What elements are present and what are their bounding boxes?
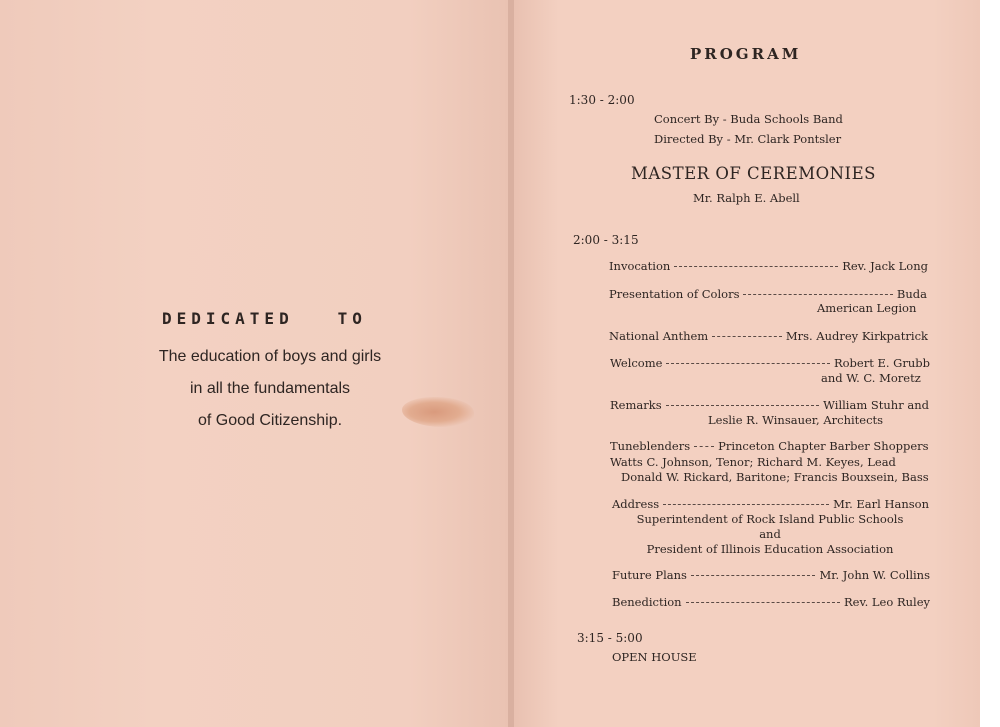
program-item-invocation (609, 259, 928, 273)
item-label: Remarks (610, 398, 662, 412)
dotted-leader (712, 336, 782, 337)
master-of-ceremonies-title: MASTER OF CEREMONIES (631, 164, 876, 183)
directed-line: Directed By - Mr. Clark Pontsler (654, 132, 842, 146)
master-of-ceremonies-name: Mr. Ralph E. Abell (693, 191, 800, 205)
item-label: Welcome (610, 356, 663, 370)
dotted-leader (694, 446, 714, 447)
item-value: Rev. Jack Long (842, 259, 928, 273)
item-label: Presentation of Colors (609, 287, 740, 301)
dedication-line-1: The education of boys and girls (158, 348, 382, 365)
program-item-anthem (609, 329, 928, 343)
item-label: National Anthem (609, 329, 709, 343)
scan-margin (980, 0, 1000, 727)
dedication-heading: DEDICATED TO (162, 309, 367, 328)
item-extra: American Legion (817, 301, 917, 315)
dotted-leader (686, 602, 840, 603)
item-extra-1: Superintendent of Rock Island Public Schools (636, 512, 904, 526)
item-label: Invocation (609, 259, 671, 273)
item-value: Mr. John W. Collins (819, 568, 930, 582)
item-value: Buda (896, 287, 927, 301)
item-value: Robert E. Grubb (833, 356, 930, 370)
program-item-address (612, 497, 929, 511)
time-slot-1: 1:30 - 2:00 (569, 93, 635, 107)
program-item-colors (609, 287, 927, 301)
item-extra-3: President of Illinois Education Association (646, 542, 894, 556)
dotted-leader (666, 363, 830, 364)
item-label: Benediction (612, 595, 682, 609)
open-house: OPEN HOUSE (612, 650, 697, 664)
item-label: Address (612, 497, 660, 511)
item-value: William Stuhr and (823, 398, 929, 412)
item-value: Princeton Chapter Barber Shoppers (718, 439, 929, 453)
time-slot-3: 3:15 - 5:00 (577, 631, 643, 645)
program-item-tuneblenders (610, 439, 929, 453)
program-item-future-plans (612, 568, 930, 582)
item-value: Mrs. Audrey Kirkpatrick (785, 329, 928, 343)
program-title: PROGRAM (690, 45, 802, 63)
concert-line: Concert By - Buda Schools Band (654, 112, 843, 126)
dotted-leader (663, 504, 829, 505)
item-extra: and W. C. Moretz (821, 371, 921, 385)
item-extra: Leslie R. Winsauer, Architects (708, 413, 884, 427)
item-label: Future Plans (612, 568, 687, 582)
item-extra-1: Watts C. Johnson, Tenor; Richard M. Keyes, Lead (610, 455, 896, 469)
program-item-benediction (612, 595, 930, 609)
dedication-line-3: of Good Citizenship. (197, 412, 343, 429)
item-value: Rev. Leo Ruley (844, 595, 930, 609)
item-extra-2: Donald W. Rickard, Baritone; Francis Bouxsein, Bass (621, 470, 929, 484)
time-slot-2: 2:00 - 3:15 (573, 233, 639, 247)
item-value: Mr. Earl Hanson (833, 497, 929, 511)
dotted-leader (674, 266, 838, 267)
dotted-leader (743, 294, 892, 295)
program-item-remarks (610, 398, 929, 412)
item-label: Tuneblenders (610, 439, 691, 453)
item-extra-2: and (759, 527, 781, 541)
dedication-line-2: in all the fundamentals (189, 380, 351, 397)
dotted-leader (666, 405, 820, 406)
dotted-leader (691, 575, 816, 576)
program-item-welcome (610, 356, 930, 370)
